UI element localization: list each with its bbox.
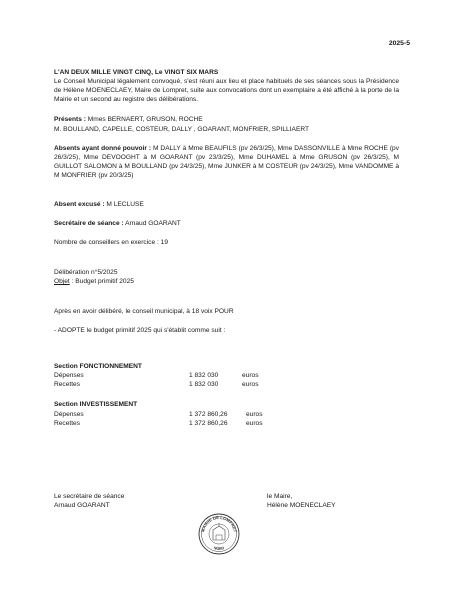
budget-row-unit: euros — [242, 381, 259, 388]
document-reference: 2025-5 — [388, 40, 410, 47]
presents-label: Présents : — [54, 116, 86, 123]
session-date-line — [54, 68, 399, 77]
convocation-paragraph: Le Conseil Municipal légalement convoqué, s'est réuni aux lieu et place habituels de ses séances sous la Présidence de Hélène MOENECLAEY, Maire de Lompret, suite aux convocations dont un exemplaire a été affiché à la porte de la Mairie et un second au registre des délibérations. — [54, 78, 399, 103]
absents-pouvoir-paragraph — [54, 144, 399, 180]
presents-men: M. BOULLAND, CAPELLE, COSTEUR, DALLY , GOARANT, MONFRIER, SPILLIAERT — [54, 126, 310, 133]
maire-signature-title: le Maire, — [267, 493, 293, 500]
objet-value: : Budget primitif 2025 — [71, 278, 134, 285]
secretaire-line — [54, 219, 399, 228]
conseillers-count: Nombre de conseillers en exercice : 19 — [54, 239, 168, 246]
budget-row-unit: euros — [246, 411, 263, 418]
vote-line: Après en avoir délibéré, le conseil municipal, à 18 voix POUR — [54, 308, 234, 315]
maire-signature-name: Hélène MOENECLAEY — [267, 502, 336, 509]
presents-line-1 — [54, 115, 399, 124]
secretaire-signature-name: Arnaud GOARANT — [54, 502, 110, 509]
budget-row-amount: 1 832 030 — [189, 381, 219, 388]
absents-pouvoir-label: Absents ayant donné pouvoir : — [54, 145, 152, 152]
secretaire-signature-title: Le secrétaire de séance — [54, 493, 125, 500]
mairie-seal-stamp — [198, 513, 240, 555]
budget-row-unit: euros — [246, 420, 263, 427]
deliberation-objet — [54, 277, 399, 286]
session-date: L'AN DEUX MILLE VINGT CINQ, Le VINGT SIX MARS — [54, 69, 219, 76]
maire-signature-block — [267, 492, 336, 510]
secretaire-signature-block — [54, 492, 124, 510]
secretaire-label: Secrétaire de séance : — [54, 220, 124, 227]
absent-excuse-label: Absent excusé : — [54, 201, 105, 208]
budget-row-label: Dépenses — [54, 411, 84, 418]
svg-text:NORD — [213, 546, 225, 551]
budget-row-amount: 1 372 860,26 — [189, 411, 228, 418]
absent-excuse-line — [54, 200, 399, 209]
budget-row-amount: 1 372 860,26 — [189, 420, 228, 427]
budget-row-unit: euros — [242, 372, 259, 379]
deliberation-number: Délibération n°5/2025 — [54, 269, 118, 276]
budget-row-label: Recettes — [54, 381, 81, 388]
budget-row-amount: 1 832 030 — [189, 372, 219, 379]
presents-women: Mmes BERNAERT, GRUSON, ROCHE — [87, 116, 203, 123]
section-fonctionnement-title: Section FONCTIONNEMENT — [54, 363, 142, 370]
section-investissement-title: Section INVESTISSEMENT — [54, 401, 138, 408]
budget-row-label: Dépenses — [54, 372, 84, 379]
absents-pouvoir-text: M DALLY à Mme BEAUFILS (pv 26/3/25), Mme DASSONVILLE à Mme ROCHE (pv 26/3/25), Mme DEVOOGHT à M GOARANT (pv 23/3/25), Mme DUHAMEL à Mme GRUSON (pv 26/3/25), M GUILLOT SALOMON à M BOULLAND (pv 24/3/25), Mme JUNKER à M COSTEUR (pv 24/3/25), Mme VANDOMME à M MONFRIER (pv 20/3/25) — [54, 145, 399, 179]
seal-top-text: MAIRIE DE LOMPRET — [200, 514, 238, 533]
absent-excuse-value: M LECLUSE — [106, 201, 144, 208]
adopte-line: - ADOPTE le budget primitif 2025 qui s'établit comme suit : — [54, 327, 226, 334]
objet-label: Objet — [54, 278, 70, 285]
seal-bottom-text: NORD — [213, 545, 225, 552]
budget-row-label: Recettes — [54, 420, 81, 427]
secretaire-value: Arnaud GOARANT — [125, 220, 181, 227]
